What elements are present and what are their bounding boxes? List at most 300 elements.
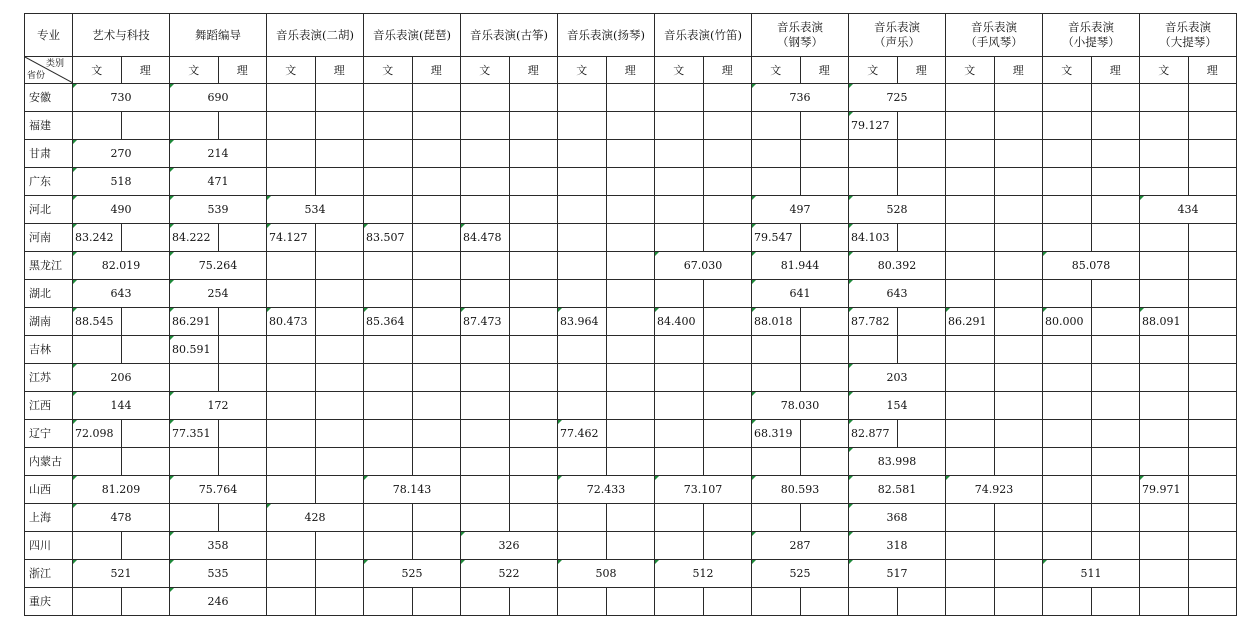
score-cell: 206: [73, 364, 170, 392]
empty-cell: [752, 336, 801, 364]
score-cell-wen: 83.242: [73, 224, 122, 252]
score-cell: 80.593: [752, 476, 849, 504]
empty-cell: [218, 504, 267, 532]
empty-cell: [364, 196, 413, 224]
empty-cell: [655, 112, 704, 140]
empty-cell: [461, 504, 510, 532]
score-cell-wen: 83.507: [364, 224, 413, 252]
empty-cell: [267, 420, 316, 448]
empty-cell: [606, 252, 655, 280]
empty-cell: [606, 364, 655, 392]
sub-header-li: 理: [1091, 57, 1140, 84]
empty-cell: [946, 168, 995, 196]
empty-cell: [1140, 392, 1189, 420]
admission-score-table: [24, 13, 1237, 616]
province-label: 省份: [27, 71, 46, 81]
empty-cell: [315, 84, 364, 112]
score-cell: 73.107: [655, 476, 752, 504]
empty-cell: [315, 560, 364, 588]
province-cell: 安徽: [25, 84, 73, 112]
empty-cell: [1043, 336, 1092, 364]
score-cell-wen: 86.291: [170, 308, 219, 336]
sub-header-li: 理: [994, 57, 1043, 84]
empty-cell: [1043, 224, 1092, 252]
major-header: 音乐表演(二胡): [267, 14, 364, 57]
empty-cell: [412, 168, 461, 196]
province-cell: 四川: [25, 532, 73, 560]
province-cell: 重庆: [25, 588, 73, 616]
empty-cell: [1140, 252, 1189, 280]
sub-header-wen: 文: [655, 57, 704, 84]
score-cell-wen: 80.591: [170, 336, 219, 364]
empty-cell: [315, 364, 364, 392]
major-header: 舞蹈编导: [170, 14, 267, 57]
score-cell: 512: [655, 560, 752, 588]
empty-cell: [364, 504, 413, 532]
major-header: 音乐表演 （钢琴）: [752, 14, 849, 57]
province-cell: 吉林: [25, 336, 73, 364]
empty-cell: [1188, 140, 1237, 168]
table-row: [25, 504, 1237, 532]
table-row: [25, 84, 1237, 112]
sub-header-li: 理: [703, 57, 752, 84]
empty-cell: [412, 196, 461, 224]
empty-cell: [364, 336, 413, 364]
empty-cell: [1188, 448, 1237, 476]
empty-cell: [364, 280, 413, 308]
empty-cell: [703, 168, 752, 196]
empty-cell: [267, 392, 316, 420]
empty-cell: [752, 504, 801, 532]
score-cell: 490: [73, 196, 170, 224]
score-cell-li: [412, 308, 461, 336]
empty-cell: [1043, 532, 1092, 560]
empty-cell: [703, 364, 752, 392]
empty-cell: [364, 252, 413, 280]
score-cell: 154: [849, 392, 946, 420]
score-cell-li: [315, 224, 364, 252]
empty-cell: [1188, 84, 1237, 112]
empty-cell: [315, 448, 364, 476]
empty-cell: [1140, 448, 1189, 476]
empty-cell: [1140, 560, 1189, 588]
empty-cell: [655, 420, 704, 448]
empty-cell: [703, 84, 752, 112]
province-cell: 甘肃: [25, 140, 73, 168]
score-cell-wen: 74.127: [267, 224, 316, 252]
score-cell-li: [218, 420, 267, 448]
empty-cell: [267, 140, 316, 168]
empty-cell: [994, 560, 1043, 588]
empty-cell: [509, 168, 558, 196]
score-cell-li: [218, 336, 267, 364]
empty-cell: [267, 560, 316, 588]
empty-cell: [412, 364, 461, 392]
empty-cell: [994, 196, 1043, 224]
empty-cell: [315, 252, 364, 280]
empty-cell: [703, 392, 752, 420]
major-header: 音乐表演(扬琴): [558, 14, 655, 57]
empty-cell: [1043, 420, 1092, 448]
empty-cell: [267, 476, 316, 504]
empty-cell: [121, 532, 170, 560]
score-cell-wen: 72.098: [73, 420, 122, 448]
empty-cell: [73, 448, 122, 476]
empty-cell: [606, 336, 655, 364]
empty-cell: [1091, 140, 1140, 168]
empty-cell: [800, 140, 849, 168]
empty-cell: [1140, 280, 1189, 308]
score-cell: 81.944: [752, 252, 849, 280]
empty-cell: [509, 420, 558, 448]
empty-cell: [994, 588, 1043, 616]
table-row: [25, 420, 1237, 448]
province-cell: 福建: [25, 112, 73, 140]
empty-cell: [1091, 448, 1140, 476]
empty-cell: [558, 280, 607, 308]
empty-cell: [412, 112, 461, 140]
table-row: [25, 364, 1237, 392]
empty-cell: [946, 504, 995, 532]
empty-cell: [849, 168, 898, 196]
empty-cell: [946, 224, 995, 252]
empty-cell: [267, 364, 316, 392]
empty-cell: [946, 364, 995, 392]
empty-cell: [1188, 392, 1237, 420]
empty-cell: [315, 280, 364, 308]
empty-cell: [461, 336, 510, 364]
sub-header-li: 理: [509, 57, 558, 84]
score-cell: 497: [752, 196, 849, 224]
score-cell: 641: [752, 280, 849, 308]
major-header: 艺术与科技: [73, 14, 170, 57]
empty-cell: [461, 588, 510, 616]
province-cell: 浙江: [25, 560, 73, 588]
sub-header-li: 理: [897, 57, 946, 84]
empty-cell: [897, 336, 946, 364]
score-cell: 508: [558, 560, 655, 588]
empty-cell: [946, 252, 995, 280]
empty-cell: [509, 392, 558, 420]
province-cell: 辽宁: [25, 420, 73, 448]
major-header: 音乐表演 （声乐）: [849, 14, 946, 57]
empty-cell: [994, 140, 1043, 168]
empty-cell: [849, 588, 898, 616]
score-cell: 517: [849, 560, 946, 588]
empty-cell: [800, 168, 849, 196]
empty-cell: [558, 140, 607, 168]
empty-cell: [752, 140, 801, 168]
empty-cell: [606, 140, 655, 168]
empty-cell: [752, 448, 801, 476]
empty-cell: [412, 84, 461, 112]
empty-cell: [267, 336, 316, 364]
empty-cell: [1091, 504, 1140, 532]
score-cell-wen: 86.291: [946, 308, 995, 336]
score-cell: 368: [849, 504, 946, 532]
empty-cell: [946, 420, 995, 448]
empty-cell: [558, 504, 607, 532]
empty-cell: [1043, 364, 1092, 392]
empty-cell: [1043, 280, 1092, 308]
score-cell-li: [897, 308, 946, 336]
empty-cell: [1043, 140, 1092, 168]
province-cell: 黑龙江: [25, 252, 73, 280]
empty-cell: [752, 588, 801, 616]
empty-cell: [412, 532, 461, 560]
empty-cell: [461, 420, 510, 448]
score-cell-li: [606, 420, 655, 448]
empty-cell: [1091, 224, 1140, 252]
province-cell: 内蒙古: [25, 448, 73, 476]
empty-cell: [509, 448, 558, 476]
score-cell: 287: [752, 532, 849, 560]
empty-cell: [849, 140, 898, 168]
score-cell: 203: [849, 364, 946, 392]
major-header: 音乐表演(竹笛): [655, 14, 752, 57]
empty-cell: [897, 588, 946, 616]
empty-cell: [558, 112, 607, 140]
empty-cell: [509, 84, 558, 112]
sub-header-li: 理: [218, 57, 267, 84]
empty-cell: [994, 420, 1043, 448]
empty-cell: [267, 168, 316, 196]
empty-cell: [946, 140, 995, 168]
empty-cell: [606, 84, 655, 112]
empty-cell: [509, 476, 558, 504]
empty-cell: [558, 448, 607, 476]
empty-cell: [703, 196, 752, 224]
score-cell-li: [121, 224, 170, 252]
empty-cell: [558, 196, 607, 224]
score-cell: 254: [170, 280, 267, 308]
table-row: [25, 308, 1237, 336]
major-header: 音乐表演(琵琶): [364, 14, 461, 57]
score-cell-li: [1188, 476, 1237, 504]
empty-cell: [267, 280, 316, 308]
empty-cell: [994, 336, 1043, 364]
score-cell: 358: [170, 532, 267, 560]
sub-header-wen: 文: [364, 57, 413, 84]
score-cell: 534: [267, 196, 364, 224]
empty-cell: [1043, 588, 1092, 616]
score-cell-wen: 85.364: [364, 308, 413, 336]
table-row: [25, 392, 1237, 420]
empty-cell: [509, 140, 558, 168]
empty-cell: [73, 112, 122, 140]
score-cell-li: [121, 308, 170, 336]
empty-cell: [1188, 224, 1237, 252]
score-cell-li: [800, 224, 849, 252]
empty-cell: [1188, 420, 1237, 448]
score-cell-wen: 84.103: [849, 224, 898, 252]
empty-cell: [461, 364, 510, 392]
empty-cell: [994, 224, 1043, 252]
score-cell-li: [218, 308, 267, 336]
empty-cell: [170, 364, 219, 392]
empty-cell: [73, 532, 122, 560]
score-cell-wen: 77.351: [170, 420, 219, 448]
score-cell-wen: 79.971: [1140, 476, 1189, 504]
sub-header-li: 理: [1188, 57, 1237, 84]
score-cell: 428: [267, 504, 364, 532]
empty-cell: [1140, 420, 1189, 448]
empty-cell: [1140, 84, 1189, 112]
score-cell: 535: [170, 560, 267, 588]
empty-cell: [946, 336, 995, 364]
score-cell: 172: [170, 392, 267, 420]
empty-cell: [267, 252, 316, 280]
empty-cell: [1091, 588, 1140, 616]
score-cell-li: [412, 224, 461, 252]
empty-cell: [606, 112, 655, 140]
empty-cell: [800, 448, 849, 476]
empty-cell: [946, 112, 995, 140]
table-row: [25, 168, 1237, 196]
score-cell: 72.433: [558, 476, 655, 504]
empty-cell: [461, 196, 510, 224]
province-cell: 湖南: [25, 308, 73, 336]
empty-cell: [509, 112, 558, 140]
empty-cell: [703, 588, 752, 616]
empty-cell: [1188, 364, 1237, 392]
table-row: [25, 336, 1237, 364]
empty-cell: [412, 420, 461, 448]
empty-cell: [364, 364, 413, 392]
empty-cell: [558, 392, 607, 420]
empty-cell: [606, 392, 655, 420]
score-cell-wen: 88.018: [752, 308, 801, 336]
empty-cell: [994, 504, 1043, 532]
empty-cell: [509, 364, 558, 392]
table-row: [25, 224, 1237, 252]
sub-header-wen: 文: [849, 57, 898, 84]
empty-cell: [703, 448, 752, 476]
empty-cell: [412, 252, 461, 280]
score-cell-wen: 80.473: [267, 308, 316, 336]
empty-cell: [315, 588, 364, 616]
empty-cell: [509, 252, 558, 280]
score-cell-li: [315, 308, 364, 336]
empty-cell: [267, 532, 316, 560]
empty-cell: [267, 112, 316, 140]
empty-cell: [655, 84, 704, 112]
empty-cell: [606, 196, 655, 224]
score-cell-wen: 68.319: [752, 420, 801, 448]
empty-cell: [509, 336, 558, 364]
score-cell-wen: 82.877: [849, 420, 898, 448]
empty-cell: [461, 252, 510, 280]
empty-cell: [364, 588, 413, 616]
table-row: [25, 448, 1237, 476]
empty-cell: [1188, 336, 1237, 364]
empty-cell: [461, 448, 510, 476]
empty-cell: [994, 448, 1043, 476]
score-cell-li: [800, 420, 849, 448]
score-cell: 522: [461, 560, 558, 588]
empty-cell: [170, 112, 219, 140]
empty-cell: [703, 420, 752, 448]
empty-cell: [218, 364, 267, 392]
empty-cell: [558, 84, 607, 112]
empty-cell: [170, 448, 219, 476]
empty-cell: [461, 280, 510, 308]
score-cell: 478: [73, 504, 170, 532]
empty-cell: [1043, 168, 1092, 196]
score-cell-li: [897, 420, 946, 448]
empty-cell: [315, 392, 364, 420]
sub-header-wen: 文: [1043, 57, 1092, 84]
empty-cell: [1091, 280, 1140, 308]
sub-header-wen: 文: [558, 57, 607, 84]
empty-cell: [1091, 112, 1140, 140]
score-cell-wen: 79.127: [849, 112, 898, 140]
score-cell: 82.581: [849, 476, 946, 504]
empty-cell: [509, 504, 558, 532]
empty-cell: [1091, 168, 1140, 196]
province-cell: 江西: [25, 392, 73, 420]
empty-cell: [461, 168, 510, 196]
empty-cell: [1188, 280, 1237, 308]
score-table-sheet: [24, 13, 1237, 616]
empty-cell: [752, 112, 801, 140]
score-cell: 521: [73, 560, 170, 588]
empty-cell: [752, 364, 801, 392]
empty-cell: [412, 588, 461, 616]
table-row: [25, 140, 1237, 168]
score-cell-li: [897, 224, 946, 252]
empty-cell: [315, 112, 364, 140]
empty-cell: [412, 448, 461, 476]
empty-cell: [1140, 112, 1189, 140]
empty-cell: [655, 280, 704, 308]
empty-cell: [1091, 532, 1140, 560]
empty-cell: [1043, 84, 1092, 112]
empty-cell: [994, 280, 1043, 308]
empty-cell: [655, 168, 704, 196]
major-header: 音乐表演 （手风琴）: [946, 14, 1043, 57]
empty-cell: [412, 280, 461, 308]
empty-cell: [946, 448, 995, 476]
empty-cell: [121, 112, 170, 140]
score-cell: 643: [849, 280, 946, 308]
score-cell-li: [509, 224, 558, 252]
empty-cell: [1188, 112, 1237, 140]
empty-cell: [315, 420, 364, 448]
empty-cell: [461, 476, 510, 504]
empty-cell: [655, 588, 704, 616]
score-cell: 246: [170, 588, 267, 616]
empty-cell: [364, 112, 413, 140]
sub-header-li: 理: [606, 57, 655, 84]
empty-cell: [606, 168, 655, 196]
table-row: [25, 252, 1237, 280]
score-cell-wen: 80.000: [1043, 308, 1092, 336]
empty-cell: [73, 336, 122, 364]
empty-cell: [315, 476, 364, 504]
empty-cell: [1140, 168, 1189, 196]
empty-cell: [994, 532, 1043, 560]
empty-cell: [655, 140, 704, 168]
score-cell-li: [121, 420, 170, 448]
empty-cell: [364, 532, 413, 560]
empty-cell: [364, 448, 413, 476]
empty-cell: [558, 588, 607, 616]
empty-cell: [461, 112, 510, 140]
empty-cell: [606, 532, 655, 560]
empty-cell: [364, 140, 413, 168]
empty-cell: [218, 448, 267, 476]
